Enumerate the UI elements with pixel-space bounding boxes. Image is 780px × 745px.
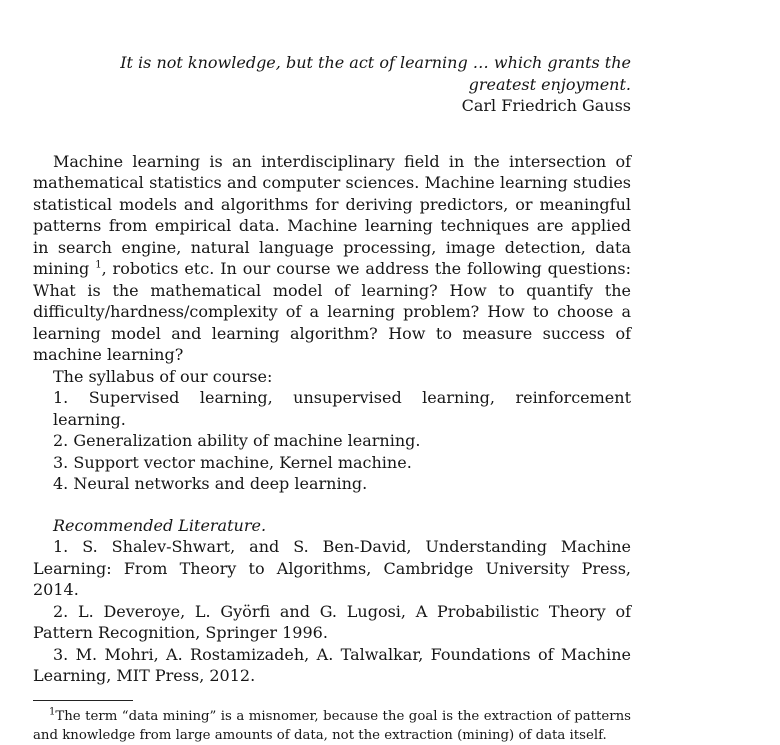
syllabus-list — [33, 387, 631, 495]
literature-list — [33, 536, 631, 687]
footnote-divider — [33, 700, 133, 701]
syllabus-title: The syllabus of our course: — [53, 366, 273, 386]
literature-item: 3. M. Mohri, A. Rostamizadeh, A. Talwalkar, Foundations of Machine Learning, MIT Press, 2012. — [33, 644, 631, 685]
main-text — [33, 151, 631, 495]
footnote-mark: 1 — [49, 706, 56, 718]
literature-title: Recommended Literature. — [53, 515, 267, 535]
syllabus-item: 4. Neural networks and deep learning. — [53, 474, 368, 493]
page — [33, 52, 631, 745]
literature-item: 2. L. Deveroye, L. Györfi and G. Lugosi, A Probabilistic Theory of Pattern Recognition, Springer 1996. — [33, 601, 631, 642]
syllabus-item: 1. Supervised learning, unsupervised learning, reinforcement learning. — [53, 388, 631, 429]
syllabus-item: 3. Support vector machine, Kernel machine. — [53, 452, 412, 472]
footnote — [33, 707, 631, 745]
footnote-paragraph — [33, 707, 631, 745]
intro-text-part2: , robotics etc. In our course we address the following questions: What is the mathematical model of learning? How to quantify the difficulty/hardness/complexity of a learning problem? How to choose a learning model and learning algorithm? How to measure success of machine learning? — [33, 259, 631, 364]
syllabus-item: 2. Generalization ability of machine learning. — [53, 431, 421, 450]
epigraph-quote: It is not knowledge, but the act of learning … which grants the greatest enjoyment. — [120, 53, 631, 94]
epigraph-author: Carl Friedrich Gauss — [461, 96, 631, 115]
intro-text-part1: Machine learning is an interdisciplinary field in the intersection of mathematical statistics and computer sciences. Machine learning studies statistical models and algorithms for deriving predictors, or meaningful patterns from empirical data. Machine learning techniques are applied in search engine, natural language processing, image detection, data mining — [33, 151, 631, 278]
epigraph — [33, 52, 631, 117]
literature-item: 1. S. Shalev-Shwart, and S. Ben-David, Understanding Machine Learning: From Theory to Algorithms, Cambridge University Press, 2014. — [33, 537, 631, 599]
footnote-reference: 1 — [95, 259, 102, 271]
footnote-text: The term “data mining” is a misnomer, because the goal is the extraction of patterns and knowledge from large amounts of data, not the extraction (mining) of data itself. — [33, 708, 631, 743]
intro-paragraph — [33, 151, 631, 366]
